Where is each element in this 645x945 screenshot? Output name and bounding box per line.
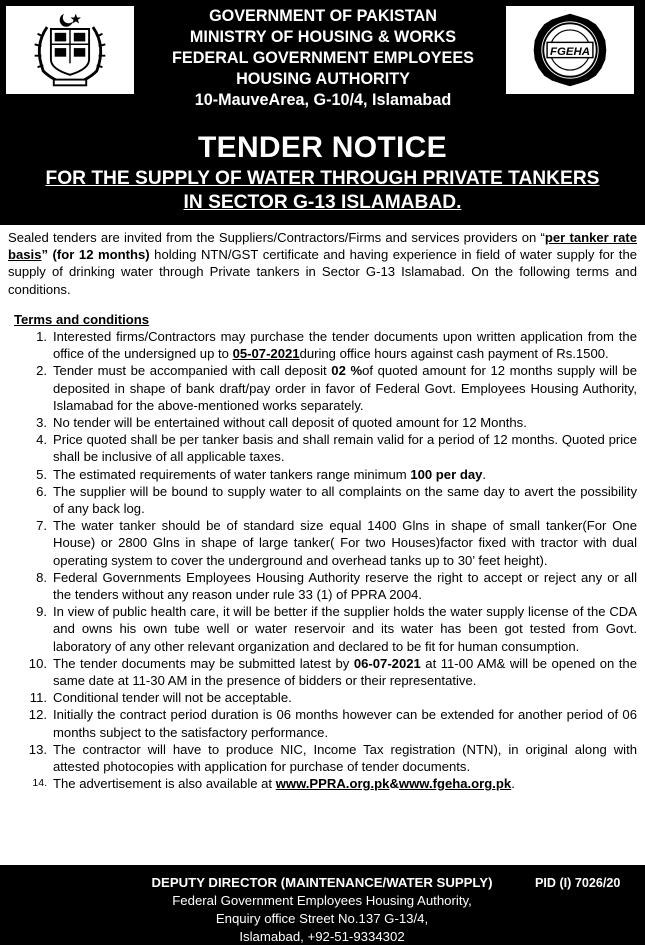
- term-item: 11. Conditional tender will not be acceptable.: [29, 690, 292, 706]
- term-item: 9. In view of public health care, it will be better if the supplier holds the water supply license of the CDA and owns his own tube well or water reservoir and its water has been got tested from Govt. laboratory of any other relevant organization and declared to be fit for human consumption.: [36, 604, 637, 654]
- government-emblem-logo: [6, 6, 134, 94]
- ppra-link[interactable]: www.PPRA.org.pk: [275, 776, 390, 792]
- intro-paragraph: [8, 229, 637, 298]
- term-item: 7. The water tanker should be of standard size equal 1400 Glns in shape of small tanker(For One House) or 2800 Glns in shape of large tanker( For two Houses)factor fixed with tractor with dual operating system to cover the underground and overhead tanks up to 30’ feet height).: [36, 518, 637, 568]
- terms-heading: Terms and conditions: [14, 311, 150, 327]
- fgeha-link[interactable]: www.fgeha.org.pk: [398, 776, 512, 792]
- term-item: 8. Federal Governments Employees Housing Authority reserve the right to accept or reject any or all the tenders without any reason under rule 33 (1) of PPRA 2004.: [36, 569, 637, 603]
- term-item: 3. No tender will be entertained without call deposit of quoted amount for 12 Months.: [36, 415, 527, 431]
- call-deposit-percent: 02 %: [331, 363, 363, 379]
- signatory-line-2: Enquiry office Street No.137 G-13/4,: [215, 911, 429, 926]
- signatory-block: [112, 874, 532, 945]
- subtitle-line-2: IN SECTOR G-13 ISLAMABAD.: [183, 192, 462, 213]
- notice-body: [0, 225, 645, 865]
- term-item: 6. The supplier will be bound to supply water to all complaints on the same day to avert the possibility of any back log.: [36, 483, 637, 517]
- heading-line-ministry: MINISTRY OF HOUSING & WORKS: [189, 28, 457, 46]
- heading-line-fgeha: FEDERAL GOVERNMENT EMPLOYEES: [172, 49, 474, 67]
- notice-footer: [0, 866, 645, 945]
- signatory-title: DEPUTY DIRECTOR (MAINTENANCE/WATER SUPPLY): [151, 875, 493, 890]
- term-item: 5. The estimated requirements of water tankers range minimum 100 per day.: [36, 466, 487, 482]
- term-item: 10. The tender documents may be submitted latest by 06-07-2021 at 11-00 AM& will be opened on the same date at 11-30 AM in the presence of bidders or their representative.: [28, 655, 637, 689]
- term-item: 12. Initially the contract period duration is 06 months however can be extended for another period of 06 months subject to the satisfactory performance.: [28, 707, 637, 740]
- authority-heading: [140, 6, 506, 111]
- intro-duration: ” (for 12 months): [41, 247, 150, 263]
- term-item: 4. Price quoted shall be per tanker basis and shall remain valid for a period of 12 months. Quoted price shall be inclusive of all applicable taxes.: [36, 432, 637, 465]
- fgeha-logo-text: FGEHA: [549, 45, 591, 58]
- fgeha-seal-icon: [508, 8, 632, 92]
- notice-header: [0, 0, 645, 224]
- intro-text-2: holding NTN/GST certificate and having experience in field of water supply for the supply of drinking water through Private tankers in Sector G-13 Islamabad. On the following terms and conditions.: [8, 247, 638, 297]
- signatory-line-3: Islamabad, +92-51-9334302: [239, 929, 405, 944]
- term-item: 13. The contractor will have to produce NIC, Income Tax registration (NTN), in original along with attested photocopies with application for purchase of tender documents.: [28, 741, 637, 775]
- fgeha-logo: [506, 6, 634, 94]
- term-item: 14. The advertisement is also available at www.PPRA.org.pk&www.fgeha.org.pk.: [32, 776, 515, 792]
- notice-title: TENDER NOTICE: [198, 131, 447, 164]
- pid-number: PID (I) 7026/20: [535, 876, 621, 890]
- minimum-tankers: 100 per day: [410, 466, 483, 482]
- purchase-deadline: 05-07-2021: [232, 346, 300, 362]
- emblem-icon: [8, 8, 132, 92]
- terms-list: [8, 328, 637, 792]
- term-item: 1. Interested firms/Contractors may purchase the tender documents upon written application from the office of the undersigned up to 05-07-2021during office hours against cash payment of Rs.1500.: [36, 329, 637, 362]
- subtitle-line-1: FOR THE SUPPLY OF WATER THROUGH PRIVATE TANKERS: [45, 168, 600, 189]
- heading-line-address: 10-MauveArea, G-10/4, Islamabad: [194, 91, 452, 109]
- heading-line-housing-authority: HOUSING AUTHORITY: [236, 70, 410, 88]
- term-item: 2. Tender must be accompanied with call deposit 02 %of quoted amount for 12 months supply will be deposited in shape of bank draft/pay order in favor of Federal Govt. Employees Housing Authority, Islamabad for the above-mentioned works separately.: [36, 363, 637, 413]
- notice-subtitle: [0, 167, 645, 215]
- heading-line-government: GOVERNMENT OF PAKISTAN: [209, 7, 437, 25]
- intro-text-1: Sealed tenders are invited from the Suppliers/Contractors/Firms and services providers on “: [8, 230, 545, 245]
- submission-deadline: 06-07-2021: [353, 655, 421, 671]
- intro-rate-basis: per tanker rate basis: [8, 230, 637, 263]
- signatory-line-1: Federal Government Employees Housing Authority,: [172, 893, 472, 908]
